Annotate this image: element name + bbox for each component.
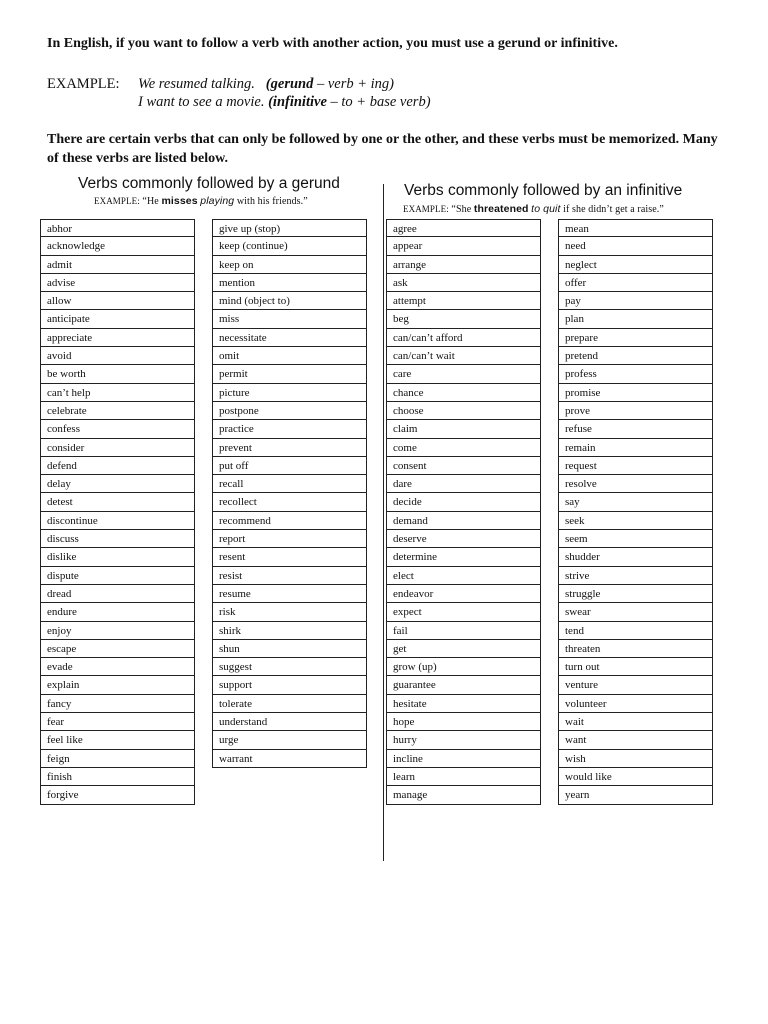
gerund-example-bold: misses [161, 195, 198, 207]
verb-cell: appreciate [40, 329, 195, 347]
verb-cell: appear [386, 237, 541, 255]
verb-cell: come [386, 439, 541, 457]
instructions-paragraph: There are certain verbs that can only be followed by one or the other, and these verbs must be memorized. Many of these verbs are listed below. [47, 132, 718, 166]
verb-cell: hurry [386, 731, 541, 749]
verb-cell: give up (stop) [212, 219, 367, 237]
verb-cell: urge [212, 731, 367, 749]
verb-cell: escape [40, 640, 195, 658]
verb-cell: avoid [40, 347, 195, 365]
verb-cell: manage [386, 786, 541, 804]
verb-cell: attempt [386, 292, 541, 310]
verb-cell: enjoy [40, 622, 195, 640]
verb-cell: agree [386, 219, 541, 237]
verb-cell: keep (continue) [212, 237, 367, 255]
verb-cell: incline [386, 750, 541, 768]
gerund-example [94, 195, 308, 207]
verb-cell: want [558, 731, 713, 749]
verb-cell: guarantee [386, 676, 541, 694]
verb-cell: mind (object to) [212, 292, 367, 310]
verb-cell: claim [386, 420, 541, 438]
example-label: EXAMPLE: [47, 76, 120, 92]
verb-cell: profess [558, 365, 713, 383]
example-gerund-sentence: We resumed talking. [138, 76, 255, 92]
verb-cell: struggle [558, 585, 713, 603]
verb-cell: shirk [212, 622, 367, 640]
verb-cell: acknowledge [40, 237, 195, 255]
verb-cell: fancy [40, 695, 195, 713]
verb-cell: can/can’t afford [386, 329, 541, 347]
verb-cell: remain [558, 439, 713, 457]
example-gerund-term: gerund [270, 76, 314, 92]
verb-cell: resist [212, 567, 367, 585]
verb-cell: postpone [212, 402, 367, 420]
verb-cell: celebrate [40, 402, 195, 420]
verb-cell: feign [40, 750, 195, 768]
verb-cell: omit [212, 347, 367, 365]
verb-cell: volunteer [558, 695, 713, 713]
verb-cell: neglect [558, 256, 713, 274]
verb-cell: would like [558, 768, 713, 786]
verb-cell: warrant [212, 750, 367, 768]
infinitive-example-pre: “She [451, 204, 472, 215]
verb-cell: practice [212, 420, 367, 438]
verb-cell: consider [40, 439, 195, 457]
verb-cell: expect [386, 603, 541, 621]
verb-cell: hope [386, 713, 541, 731]
verb-cell: understand [212, 713, 367, 731]
verb-cell: be worth [40, 365, 195, 383]
verb-cell: admit [40, 256, 195, 274]
verb-cell: explain [40, 676, 195, 694]
infinitive-list-col1 [386, 219, 541, 805]
verb-cell: wish [558, 750, 713, 768]
verb-cell: promise [558, 384, 713, 402]
verb-cell: choose [386, 402, 541, 420]
example-gerund-note: – verb + ing) [316, 76, 395, 92]
infinitive-example [403, 203, 664, 215]
verb-cell: risk [212, 603, 367, 621]
verb-cell: wait [558, 713, 713, 731]
verb-cell: dispute [40, 567, 195, 585]
verb-cell: miss [212, 310, 367, 328]
verb-cell: grow (up) [386, 658, 541, 676]
verb-cell: recall [212, 475, 367, 493]
verb-cell: keep on [212, 256, 367, 274]
verb-cell: abhor [40, 219, 195, 237]
verb-cell: shun [212, 640, 367, 658]
verb-cell: dread [40, 585, 195, 603]
example-infinitive-note: – to + base verb) [330, 94, 431, 110]
verb-cell: arrange [386, 256, 541, 274]
gerund-example-italic: playing [200, 195, 235, 207]
verb-cell: threaten [558, 640, 713, 658]
verb-cell: discontinue [40, 512, 195, 530]
intro-text: In English, if you want to follow a verb with another action, you must use a gerund or infinitive. [47, 36, 618, 51]
verb-cell: mention [212, 274, 367, 292]
verb-cell: tolerate [212, 695, 367, 713]
verb-cell: suggest [212, 658, 367, 676]
verb-cell: resent [212, 548, 367, 566]
verb-cell: endeavor [386, 585, 541, 603]
infinitive-example-bold: threatened [473, 203, 529, 215]
verb-cell: decide [386, 493, 541, 511]
verb-cell: refuse [558, 420, 713, 438]
infinitive-example-italic: to quit [531, 203, 561, 215]
verb-cell: can’t help [40, 384, 195, 402]
verb-cell: permit [212, 365, 367, 383]
verb-cell: prevent [212, 439, 367, 457]
verb-cell: plan [558, 310, 713, 328]
gerund-heading: Verbs commonly followed by a gerund [78, 175, 340, 192]
verb-cell: strive [558, 567, 713, 585]
verb-cell: elect [386, 567, 541, 585]
verb-cell: recommend [212, 512, 367, 530]
verb-cell: yearn [558, 786, 713, 804]
verb-cell: mean [558, 219, 713, 237]
verb-cell: consent [386, 457, 541, 475]
verb-cell: prepare [558, 329, 713, 347]
infinitive-heading: Verbs commonly followed by an infinitive [404, 182, 683, 199]
verb-cell: care [386, 365, 541, 383]
verb-cell: resolve [558, 475, 713, 493]
infinitive-example-label: EXAMPLE: [403, 204, 449, 214]
verb-cell: pay [558, 292, 713, 310]
verb-cell: determine [386, 548, 541, 566]
verb-cell: can/can’t wait [386, 347, 541, 365]
verb-cell: learn [386, 768, 541, 786]
gerund-list-col2 [212, 219, 367, 768]
verb-cell: chance [386, 384, 541, 402]
verb-cell: anticipate [40, 310, 195, 328]
example-gerund: We resumed talking. (gerund – verb + ing) [138, 76, 395, 92]
verb-cell: allow [40, 292, 195, 310]
verb-cell: turn out [558, 658, 713, 676]
verb-cell: detest [40, 493, 195, 511]
example-infinitive: I want to see a movie. (infinitive – to + base verb) [138, 94, 431, 110]
example-infinitive-sentence: I want to see a movie. [138, 94, 265, 110]
verb-cell: necessitate [212, 329, 367, 347]
verb-cell: feel like [40, 731, 195, 749]
verb-cell: seek [558, 512, 713, 530]
verb-cell: prove [558, 402, 713, 420]
verb-cell: offer [558, 274, 713, 292]
verb-cell: endure [40, 603, 195, 621]
verb-cell: say [558, 493, 713, 511]
verb-cell: need [558, 237, 713, 255]
column-divider [383, 184, 384, 861]
gerund-example-pre: “He [142, 196, 159, 207]
verb-cell: dare [386, 475, 541, 493]
verb-cell: fail [386, 622, 541, 640]
verb-cell: put off [212, 457, 367, 475]
infinitive-example-post: if she didn’t get a raise.” [563, 204, 664, 215]
verb-cell: dislike [40, 548, 195, 566]
verb-cell: delay [40, 475, 195, 493]
verb-cell: seem [558, 530, 713, 548]
gerund-example-label: EXAMPLE: [94, 196, 140, 206]
verb-cell: shudder [558, 548, 713, 566]
example-infinitive-term: infinitive [272, 94, 327, 110]
gerund-example-post: with his friends.” [236, 196, 308, 207]
verb-cell: get [386, 640, 541, 658]
verb-cell: deserve [386, 530, 541, 548]
gerund-list-col1 [40, 219, 195, 805]
verb-cell: resume [212, 585, 367, 603]
verb-cell: venture [558, 676, 713, 694]
verb-cell: forgive [40, 786, 195, 804]
verb-cell: defend [40, 457, 195, 475]
verb-cell: evade [40, 658, 195, 676]
verb-cell: swear [558, 603, 713, 621]
verb-cell: support [212, 676, 367, 694]
verb-cell: demand [386, 512, 541, 530]
verb-cell: finish [40, 768, 195, 786]
verb-cell: recollect [212, 493, 367, 511]
verb-cell: confess [40, 420, 195, 438]
verb-cell: report [212, 530, 367, 548]
verb-cell: tend [558, 622, 713, 640]
verb-cell: discuss [40, 530, 195, 548]
verb-cell: hesitate [386, 695, 541, 713]
verb-cell: request [558, 457, 713, 475]
verb-cell: picture [212, 384, 367, 402]
verb-cell: beg [386, 310, 541, 328]
verb-cell: pretend [558, 347, 713, 365]
verb-cell: ask [386, 274, 541, 292]
verb-cell: fear [40, 713, 195, 731]
infinitive-list-col2 [558, 219, 713, 805]
verb-cell: advise [40, 274, 195, 292]
